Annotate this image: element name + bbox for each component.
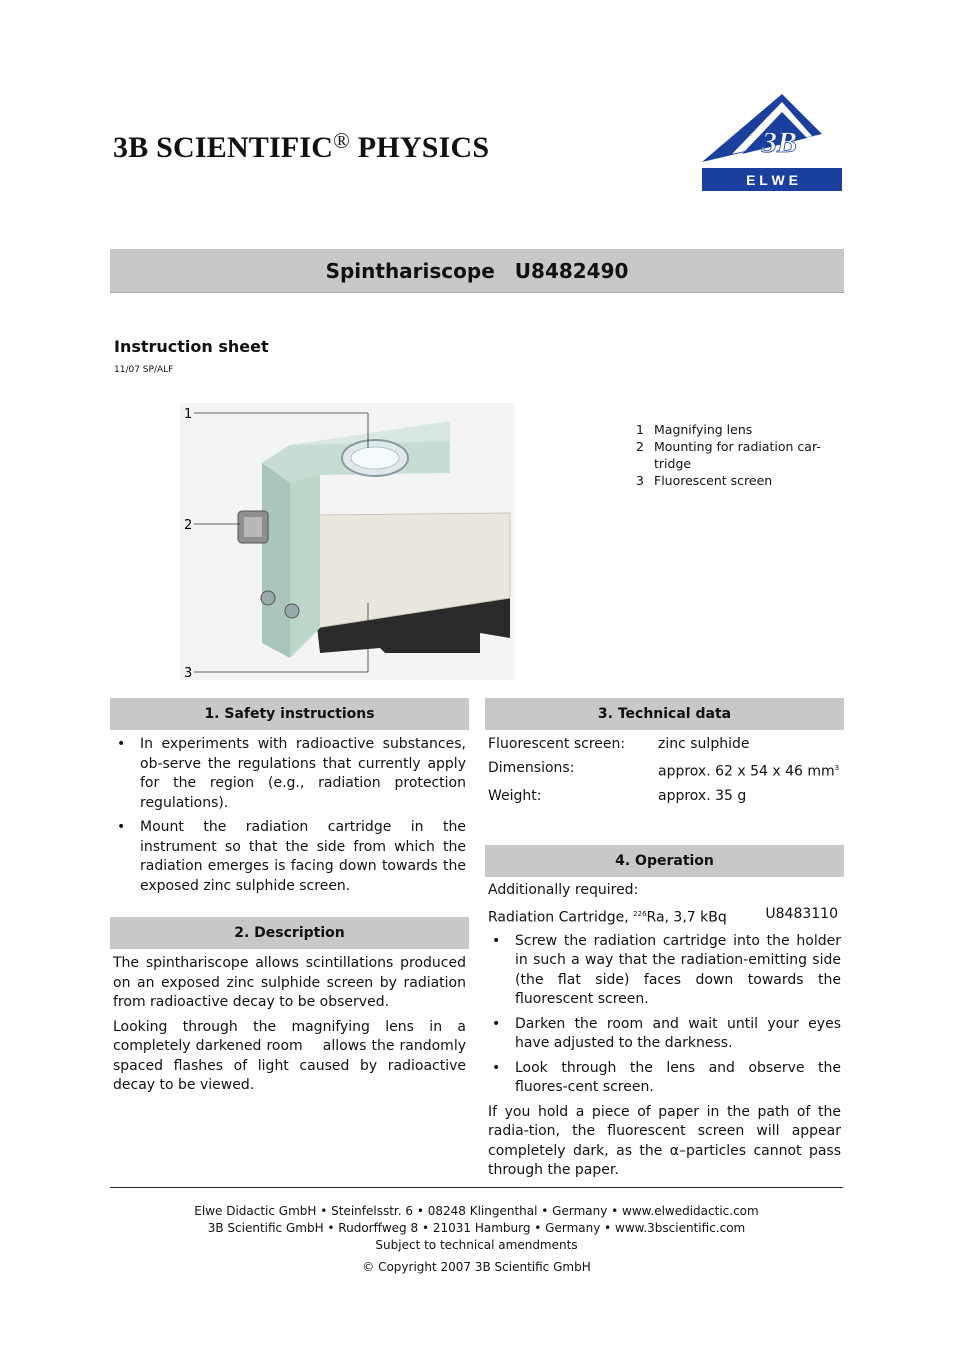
safety-heading: 1. Safety instructions — [110, 698, 469, 730]
safety-item: • In experiments with radioactive substances, ob-serve the regulations that currently apply for the region (e.g., radiation protection regulations). — [113, 735, 466, 813]
footer-line-1: Elwe Didactic GmbH • Steinfelsstr. 6 • 08248 Klingenthal • Germany • www.elwedidactic.com — [194, 1204, 759, 1218]
tech-row: Weight: approx. 35 g — [488, 787, 747, 804]
3b-elwe-logo — [702, 94, 842, 194]
product-title-bar — [110, 249, 844, 293]
callout-3: 3 — [184, 666, 193, 680]
technical-section — [485, 698, 844, 808]
operation-item: • Darken the room and wait until your eyes have adjusted to the darkness. — [488, 1015, 841, 1054]
brand-title: 3B SCIENTIFIC® PHYSICS — [113, 128, 490, 164]
description-heading: 2. Description — [110, 917, 469, 949]
footer-line-2: 3B Scientific GmbH • Rudorffweg 8 • 21031 Hamburg • Germany • www.3bscientific.com — [207, 1221, 746, 1235]
legend-item: 3 Fluorescent screen — [636, 473, 773, 488]
cartridge-code: U8483110 — [765, 906, 838, 922]
callout-1: 1 — [184, 407, 193, 422]
description-paragraph: Looking through the magnifying lens in a completely darkened room allows the randomly spaced flashes of light caused by radioactive decay to be viewed. — [113, 1018, 471, 1093]
instruction-heading: Instruction sheet — [114, 337, 269, 356]
tech-row: Dimensions: approx. 62 x 54 x 46 $mm^3$ — [488, 760, 840, 780]
description-section — [110, 917, 469, 1101]
operation-heading: 4. Operation — [485, 845, 844, 877]
legend-item: 2 Mounting for radiation car-tridge — [636, 439, 821, 471]
footer-address — [110, 1203, 843, 1254]
document-date: 11/07 SP/ALF — [114, 365, 174, 375]
product-code: U8482490 — [514, 258, 629, 283]
footer-divider — [110, 1187, 843, 1188]
operation-closing: If you hold a piece of paper in the path of the radia-tion, the fluorescent screen will appear completely dark, as the α–particles cannot pass through the paper. — [488, 1103, 841, 1179]
legend-item: 1 Magnifying lens — [636, 422, 753, 437]
safety-item: • Mount the radiation cartridge in the instrument so that the side from which the radiation emerges is facing down towards the exposed zinc sulphide screen. — [113, 818, 466, 896]
operation-section — [485, 845, 844, 1186]
callout-2: 2 — [184, 518, 193, 533]
cartridge-row: Radiation Cartridge, $^{226}$Ra, 3,7 kBq U8483110 — [488, 902, 838, 930]
operation-item: • Look through the lens and observe the fluores-cent screen. — [488, 1059, 841, 1098]
description-paragraph: The spinthariscope allows scintillations produced on an exposed zinc sulphide screen by radiation from radioactive decay to be observed. — [113, 955, 466, 1010]
logo-text: 3B — [762, 126, 798, 159]
safety-section — [110, 698, 469, 901]
figure-legend — [636, 421, 836, 489]
footer-copyright: © Copyright 2007 3B Scientific GmbH — [362, 1260, 591, 1274]
product-photo — [180, 403, 515, 680]
technical-heading: 3. Technical data — [485, 698, 844, 730]
logo-band-text: E L W E — [746, 172, 798, 188]
product-name: Spinthariscope — [325, 258, 495, 283]
operation-required-label: Additionally required: — [488, 882, 639, 898]
footer-line-3: Subject to technical amendments — [375, 1238, 578, 1252]
tech-row: Fluorescent screen: zinc sulphide — [488, 736, 750, 752]
operation-item: • Screw the radiation cartridge into the holder in such a way that the radiation-emitting side (the flat side) faces down towards the fluorescent screen. — [488, 932, 841, 1010]
